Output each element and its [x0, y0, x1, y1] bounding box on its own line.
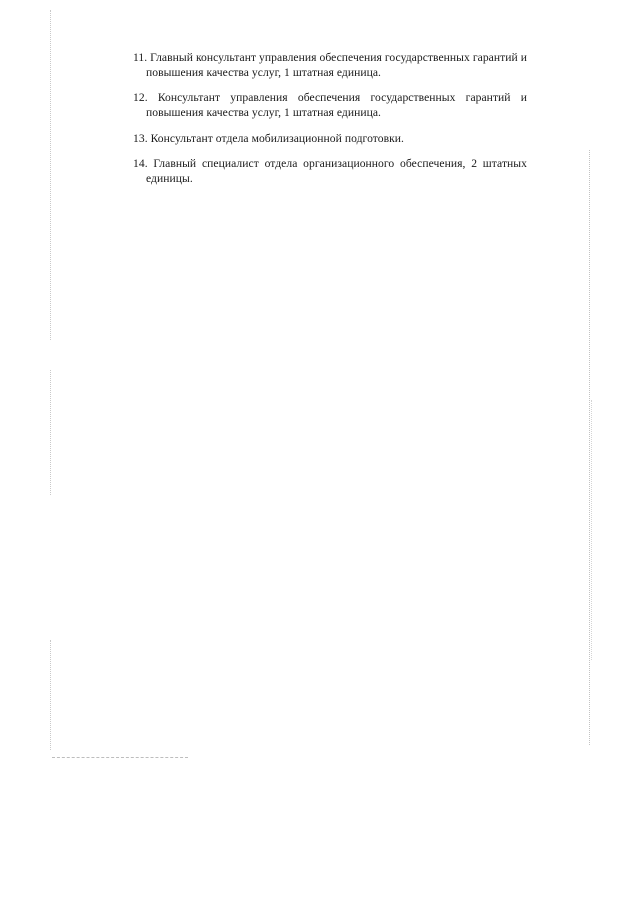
list-item: 11. Главный консультант управления обеспечения государственных гарантий и повышения качества услуг, 1 штатная единица. — [133, 51, 527, 79]
scan-edge-artifact-left-bottom — [50, 640, 52, 750]
list-item: 14. Главный специалист отдела организационного обеспечения, 2 штатных единицы. — [133, 157, 527, 185]
list-item: 12. Консультант управления обеспечения государственных гарантий и повышения качества услуг, 1 штатная единица. — [133, 91, 527, 119]
staff-position-list — [133, 50, 527, 186]
scan-footer-line — [52, 757, 188, 758]
scan-edge-artifact-right-inner — [591, 400, 593, 660]
scan-edge-artifact-left-middle — [50, 370, 52, 495]
list-item: 13. Консультант отдела мобилизационной подготовки. — [133, 132, 404, 145]
scan-edge-artifact-left-top — [50, 10, 52, 340]
